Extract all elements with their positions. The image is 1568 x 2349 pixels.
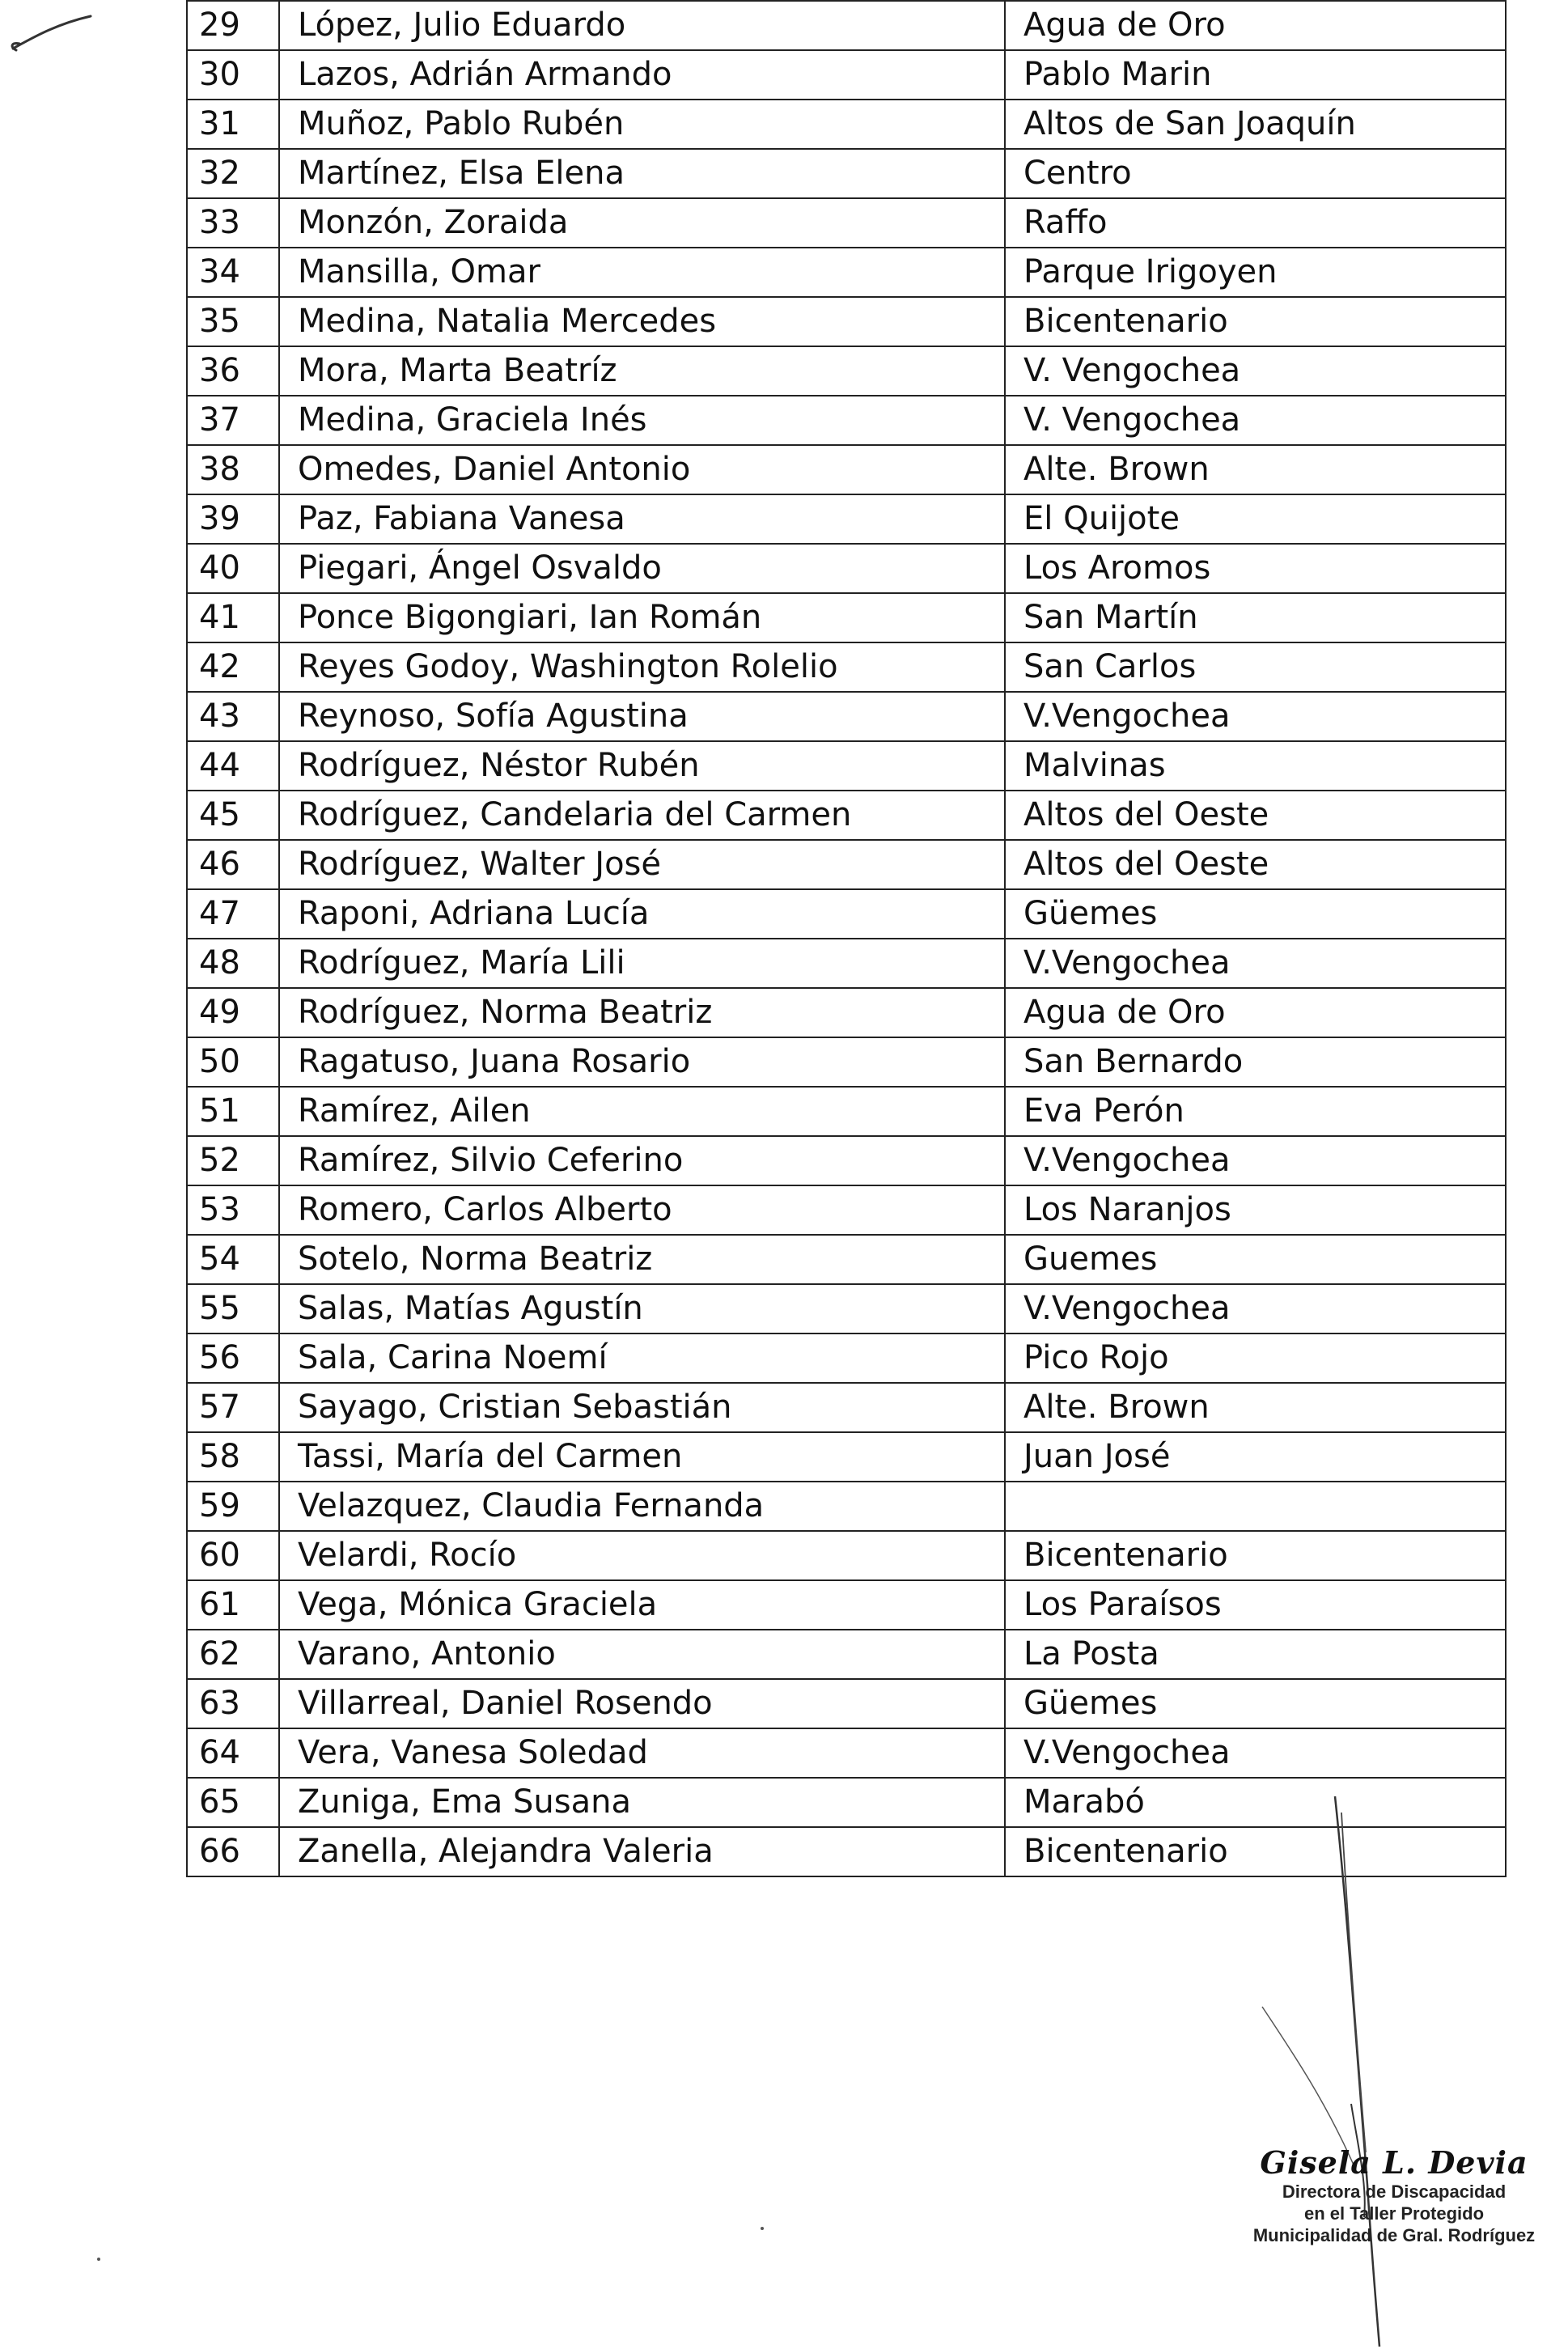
- table-row: [187, 1235, 1506, 1284]
- stamp-name: Gisela L. Devia: [1260, 2144, 1528, 2181]
- table-row: [187, 494, 1506, 544]
- row-name-cell: Salas, Matías Agustín: [279, 1284, 1005, 1334]
- row-number-cell: 49: [187, 988, 279, 1037]
- row-neighborhood-cell: Güemes: [1005, 889, 1506, 939]
- table-row: [187, 248, 1506, 297]
- row-neighborhood-cell: Alte. Brown: [1005, 445, 1506, 494]
- official-stamp: [1220, 2144, 1568, 2246]
- table-row: [187, 1037, 1506, 1087]
- row-neighborhood-cell: Juan José: [1005, 1432, 1506, 1482]
- row-neighborhood-cell: Bicentenario: [1005, 297, 1506, 346]
- row-neighborhood-cell: San Bernardo: [1005, 1037, 1506, 1087]
- row-name-cell: Ramírez, Ailen: [279, 1087, 1005, 1136]
- row-number-cell: 57: [187, 1383, 279, 1432]
- table-row: [187, 1432, 1506, 1482]
- row-name-cell: Zuniga, Ema Susana: [279, 1778, 1005, 1827]
- row-name-cell: Tassi, María del Carmen: [279, 1432, 1005, 1482]
- stamp-line-1: Directora de Discapacidad: [1282, 2182, 1507, 2202]
- row-neighborhood-cell: La Posta: [1005, 1630, 1506, 1679]
- roster-table: [186, 0, 1507, 1877]
- row-neighborhood-cell: V.Vengochea: [1005, 1136, 1506, 1185]
- row-neighborhood-cell: Agua de Oro: [1005, 1, 1506, 50]
- row-number-cell: 58: [187, 1432, 279, 1482]
- row-name-cell: Medina, Natalia Mercedes: [279, 297, 1005, 346]
- row-name-cell: Ramírez, Silvio Ceferino: [279, 1136, 1005, 1185]
- row-number-cell: 40: [187, 544, 279, 593]
- row-neighborhood-cell: Pablo Marin: [1005, 50, 1506, 100]
- row-number-cell: 34: [187, 248, 279, 297]
- table-row: [187, 889, 1506, 939]
- row-neighborhood-cell: V.Vengochea: [1005, 1284, 1506, 1334]
- row-name-cell: Ragatuso, Juana Rosario: [279, 1037, 1005, 1087]
- row-neighborhood-cell: Güemes: [1005, 1679, 1506, 1728]
- row-neighborhood-cell: Los Aromos: [1005, 544, 1506, 593]
- row-number-cell: 55: [187, 1284, 279, 1334]
- row-name-cell: Piegari, Ángel Osvaldo: [279, 544, 1005, 593]
- row-number-cell: 56: [187, 1334, 279, 1383]
- table-row: [187, 1, 1506, 50]
- row-neighborhood-cell: Altos de San Joaquín: [1005, 100, 1506, 149]
- row-name-cell: Lazos, Adrián Armando: [279, 50, 1005, 100]
- row-number-cell: 36: [187, 346, 279, 396]
- row-neighborhood-cell: San Martín: [1005, 593, 1506, 642]
- row-number-cell: 32: [187, 149, 279, 198]
- table-row: [187, 346, 1506, 396]
- row-name-cell: Rodríguez, Norma Beatriz: [279, 988, 1005, 1037]
- table-row: [187, 198, 1506, 248]
- row-name-cell: Medina, Graciela Inés: [279, 396, 1005, 445]
- row-neighborhood-cell: Centro: [1005, 149, 1506, 198]
- row-number-cell: 29: [187, 1, 279, 50]
- row-number-cell: 60: [187, 1531, 279, 1580]
- stamp-line-3: Municipalidad de Gral. Rodríguez: [1252, 2225, 1536, 2245]
- row-number-cell: 51: [187, 1087, 279, 1136]
- row-name-cell: Vera, Vanesa Soledad: [279, 1728, 1005, 1778]
- row-name-cell: Monzón, Zoraida: [279, 198, 1005, 248]
- row-name-cell: Rodríguez, Walter José: [279, 840, 1005, 889]
- row-neighborhood-cell: Raffo: [1005, 198, 1506, 248]
- row-name-cell: Sayago, Cristian Sebastián: [279, 1383, 1005, 1432]
- row-name-cell: Mansilla, Omar: [279, 248, 1005, 297]
- row-neighborhood-cell: Marabó: [1005, 1778, 1506, 1827]
- row-neighborhood-cell: Guemes: [1005, 1235, 1506, 1284]
- table-row: [187, 100, 1506, 149]
- table-row: [187, 1087, 1506, 1136]
- table-row: [187, 50, 1506, 100]
- table-row: [187, 1185, 1506, 1235]
- row-name-cell: Romero, Carlos Alberto: [279, 1185, 1005, 1235]
- table-row: [187, 1580, 1506, 1630]
- row-name-cell: Velazquez, Claudia Fernanda: [279, 1482, 1005, 1531]
- table-row: [187, 593, 1506, 642]
- row-number-cell: 48: [187, 939, 279, 988]
- table-row: [187, 692, 1506, 741]
- row-neighborhood-cell: Parque Irigoyen: [1005, 248, 1506, 297]
- row-number-cell: 50: [187, 1037, 279, 1087]
- row-number-cell: 46: [187, 840, 279, 889]
- table-row: [187, 1136, 1506, 1185]
- stamp-line-2: en el Taller Protegido: [1303, 2203, 1485, 2224]
- row-name-cell: Ponce Bigongiari, Ian Román: [279, 593, 1005, 642]
- corner-pen-mark: [6, 6, 95, 55]
- row-neighborhood-cell: San Carlos: [1005, 642, 1506, 692]
- row-name-cell: Varano, Antonio: [279, 1630, 1005, 1679]
- table-row: [187, 149, 1506, 198]
- row-neighborhood-cell: Agua de Oro: [1005, 988, 1506, 1037]
- row-name-cell: Omedes, Daniel Antonio: [279, 445, 1005, 494]
- row-neighborhood-cell: V.Vengochea: [1005, 692, 1506, 741]
- handwritten-signature: [1214, 1764, 1568, 2349]
- table-row: [187, 642, 1506, 692]
- row-name-cell: López, Julio Eduardo: [279, 1, 1005, 50]
- table-row: [187, 988, 1506, 1037]
- row-number-cell: 64: [187, 1728, 279, 1778]
- row-name-cell: Mora, Marta Beatríz: [279, 346, 1005, 396]
- row-name-cell: Martínez, Elsa Elena: [279, 149, 1005, 198]
- row-number-cell: 47: [187, 889, 279, 939]
- row-number-cell: 33: [187, 198, 279, 248]
- row-number-cell: 37: [187, 396, 279, 445]
- table-row: [187, 445, 1506, 494]
- row-name-cell: Zanella, Alejandra Valeria: [279, 1827, 1005, 1876]
- roster-body: [187, 1, 1506, 1876]
- row-neighborhood-cell: Pico Rojo: [1005, 1334, 1506, 1383]
- row-number-cell: 44: [187, 741, 279, 791]
- row-neighborhood-cell: Bicentenario: [1005, 1531, 1506, 1580]
- row-number-cell: 45: [187, 791, 279, 840]
- row-name-cell: Vega, Mónica Graciela: [279, 1580, 1005, 1630]
- row-number-cell: 63: [187, 1679, 279, 1728]
- row-number-cell: 31: [187, 100, 279, 149]
- row-name-cell: Rodríguez, Néstor Rubén: [279, 741, 1005, 791]
- row-neighborhood-cell: V. Vengochea: [1005, 396, 1506, 445]
- row-number-cell: 54: [187, 1235, 279, 1284]
- row-name-cell: Rodríguez, Candelaria del Carmen: [279, 791, 1005, 840]
- table-row: [187, 544, 1506, 593]
- table-row: [187, 939, 1506, 988]
- table-row: [187, 1531, 1506, 1580]
- scan-speck: [97, 2258, 100, 2261]
- table-row: [187, 1383, 1506, 1432]
- table-row: [187, 1679, 1506, 1728]
- row-number-cell: 61: [187, 1580, 279, 1630]
- table-row: [187, 297, 1506, 346]
- table-row: [187, 840, 1506, 889]
- row-neighborhood-cell: Los Paraísos: [1005, 1580, 1506, 1630]
- table-row: [187, 1334, 1506, 1383]
- table-row: [187, 1284, 1506, 1334]
- table-row: [187, 1482, 1506, 1531]
- row-number-cell: 38: [187, 445, 279, 494]
- row-name-cell: Reyes Godoy, Washington Rolelio: [279, 642, 1005, 692]
- row-name-cell: Villarreal, Daniel Rosendo: [279, 1679, 1005, 1728]
- row-neighborhood-cell: El Quijote: [1005, 494, 1506, 544]
- row-number-cell: 42: [187, 642, 279, 692]
- scan-speck: [761, 2227, 764, 2230]
- row-number-cell: 66: [187, 1827, 279, 1876]
- row-number-cell: 39: [187, 494, 279, 544]
- row-neighborhood-cell: V. Vengochea: [1005, 346, 1506, 396]
- row-number-cell: 59: [187, 1482, 279, 1531]
- row-name-cell: Muñoz, Pablo Rubén: [279, 100, 1005, 149]
- row-name-cell: Sotelo, Norma Beatriz: [279, 1235, 1005, 1284]
- row-name-cell: Sala, Carina Noemí: [279, 1334, 1005, 1383]
- row-neighborhood-cell: Malvinas: [1005, 741, 1506, 791]
- row-neighborhood-cell: [1005, 1482, 1506, 1531]
- row-neighborhood-cell: Altos del Oeste: [1005, 840, 1506, 889]
- row-neighborhood-cell: Bicentenario: [1005, 1827, 1506, 1876]
- table-row: [187, 396, 1506, 445]
- table-row: [187, 1630, 1506, 1679]
- row-number-cell: 43: [187, 692, 279, 741]
- row-number-cell: 53: [187, 1185, 279, 1235]
- row-neighborhood-cell: V.Vengochea: [1005, 1728, 1506, 1778]
- row-name-cell: Rodríguez, María Lili: [279, 939, 1005, 988]
- row-number-cell: 65: [187, 1778, 279, 1827]
- row-number-cell: 30: [187, 50, 279, 100]
- row-name-cell: Reynoso, Sofía Agustina: [279, 692, 1005, 741]
- row-neighborhood-cell: Eva Perón: [1005, 1087, 1506, 1136]
- row-number-cell: 35: [187, 297, 279, 346]
- row-number-cell: 41: [187, 593, 279, 642]
- row-name-cell: Paz, Fabiana Vanesa: [279, 494, 1005, 544]
- row-name-cell: Raponi, Adriana Lucía: [279, 889, 1005, 939]
- table-row: [187, 791, 1506, 840]
- row-number-cell: 62: [187, 1630, 279, 1679]
- row-neighborhood-cell: Altos del Oeste: [1005, 791, 1506, 840]
- row-name-cell: Velardi, Rocío: [279, 1531, 1005, 1580]
- row-neighborhood-cell: Alte. Brown: [1005, 1383, 1506, 1432]
- row-neighborhood-cell: V.Vengochea: [1005, 939, 1506, 988]
- table-row: [187, 741, 1506, 791]
- row-number-cell: 52: [187, 1136, 279, 1185]
- row-neighborhood-cell: Los Naranjos: [1005, 1185, 1506, 1235]
